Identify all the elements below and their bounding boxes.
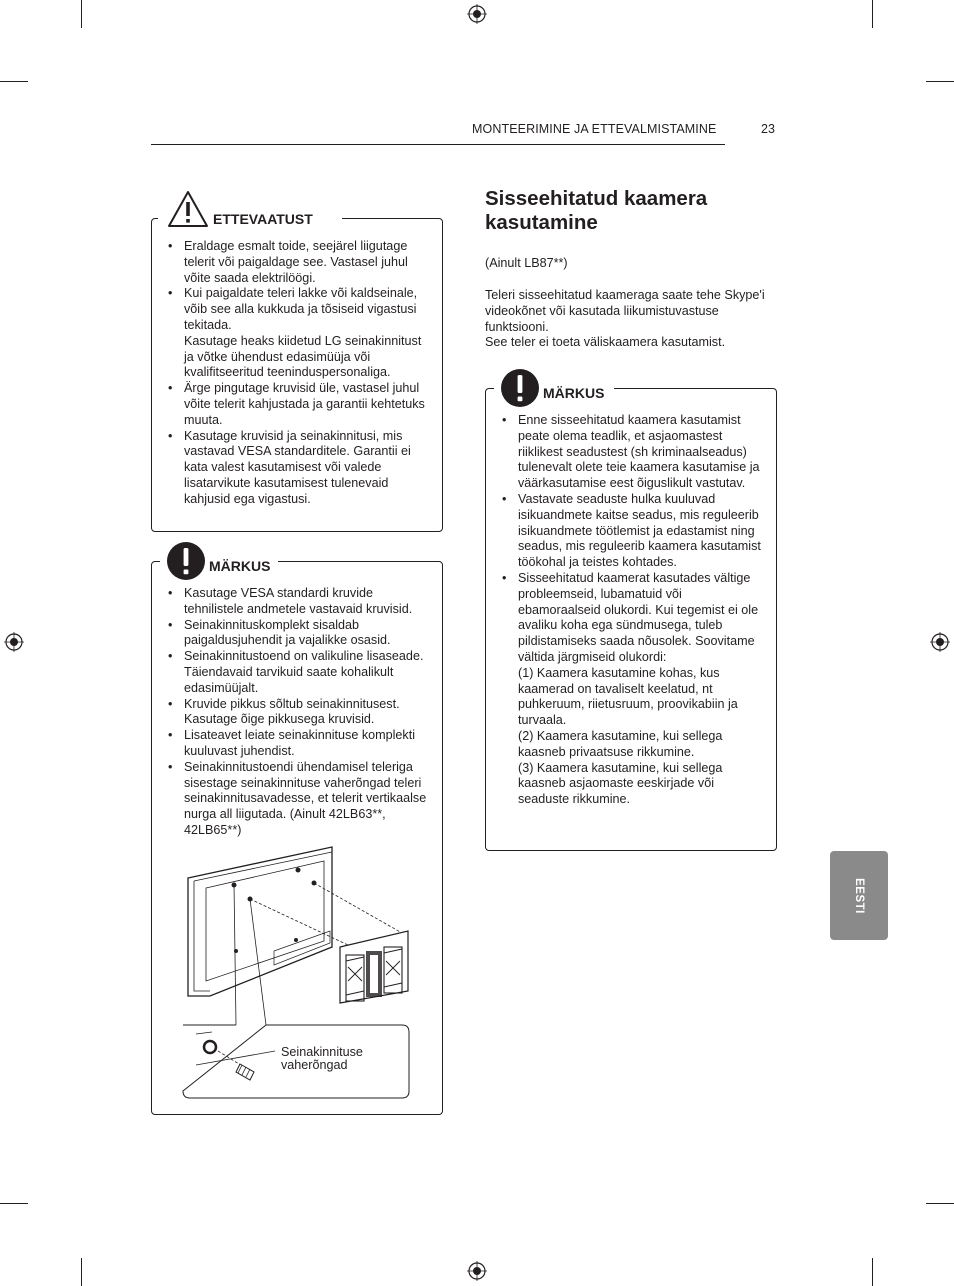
- crop-mark: [872, 1258, 873, 1286]
- registration-mark-icon: [4, 632, 24, 652]
- crop-mark: [81, 0, 82, 28]
- list-item: • Kruvide pikkus sõltub seinakinnitusest. Kasutage õige pikkusega kruvisid.: [166, 697, 432, 729]
- exclamation-circle-icon: [166, 541, 206, 581]
- header-divider: [151, 144, 725, 145]
- page-number: 23: [761, 122, 776, 136]
- list-item: • Sisseehitatud kaamerat kasutades vältige probleemseid, lubamatuid või ebamoraalseid olukordi. Kui tegemist ei ole avaliku koha ega sündmusega, tuleb pildistamiseks saada nõusolek. Soovitame vältida järgmiseid olukordi: (1) Kaamera kasutamine kohas, kus kaamerad on tavaliselt keelatud, nt puhkeruum, riietusruum, proovikabiin ja turvaala. (2) Kaamera kasutamine, kui sellega kaasneb privaatsuse rikkumine. (3) Kaamera kasutamine, kui sellega kaasneb asjaomaste eeskirjade või seaduste rikkumine.: [500, 571, 764, 808]
- exclamation-circle-icon: [500, 368, 540, 408]
- crop-mark: [0, 1203, 28, 1204]
- spacer-ring-label: Seinakinnituse vaherõngad: [281, 1045, 363, 1072]
- list-item: • Kui paigaldate teleri lakke või kaldseinale, võib see alla kukkuda ja tõsiseid vigastusi tekitada. Kasutage heaks kiidetud LG seinakinnitust ja võtke ühendust edasimüüja või kvalifitseeritud teeninduspersonaliga.: [166, 286, 428, 381]
- caution-title: ETTEVAATUST: [213, 211, 313, 227]
- camera-description: Teleri sisseehitatud kaameraga saate tehe Skype'i videokõnet või kasutada liikumistuvastuse funktsiooni. See teler ei toeta väliskaamera kasutamist.: [485, 288, 765, 350]
- list-item: • Enne sisseehitatud kaamera kasutamist peate olema teadlik, et asjaomastest riiklikest seadustest (sh kriminaalseadus) tulenevalt olete teie kaamera kasutamise ja väärkasutamise eest õiguslikult vastutav.: [500, 413, 764, 492]
- crop-mark: [0, 81, 28, 82]
- crop-mark: [926, 81, 954, 82]
- list-item: • Kasutage VESA standardi kruvide tehnilistele andmetele vastavaid kruvisid.: [166, 586, 432, 618]
- list-item: • Lisateavet leiate seinakinnituse komplekti kuuluvast juhendist.: [166, 728, 432, 760]
- camera-section-title: Sisseehitatud kaamera kasutamine: [485, 187, 708, 234]
- registration-mark-icon: [467, 4, 487, 24]
- section-header: MONTEERIMINE JA ETTEVALMISTAMINE: [472, 122, 717, 136]
- list-item: • Seinakinnitustoendi ühendamisel teleriga sisestage seinakinnituse vaherõngad teleri seinakinnitusavadesse, et telerit vertikaalse nurga all liigutada. (Ainult 42LB63**, 42LB65**): [166, 760, 432, 839]
- note-list-right: [500, 413, 764, 808]
- note-title: MÄRKUS: [543, 385, 605, 401]
- crop-mark: [926, 1203, 954, 1204]
- registration-mark-icon: [930, 632, 950, 652]
- list-item: • Eraldage esmalt toide, seejärel liigutage telerit või paigaldage see. Vastasel juhul võite saada elektrilöögi.: [166, 239, 428, 286]
- note-list-left: [166, 586, 432, 839]
- list-item: • Ärge pingutage kruvisid üle, vastasel juhul võite telerit kahjustada ja garantii kehtetuks muuta.: [166, 381, 428, 428]
- list-item: • Vastavate seaduste hulka kuuluvad isikuandmete kaitse seadus, mis reguleerib isikuandmete töötlemist ja edastamist ning seadus, mis reguleerib kaamera kasutamist töökohal ja teistes kohtades.: [500, 492, 764, 571]
- crop-mark: [872, 0, 873, 28]
- model-note: (Ainult LB87**): [485, 256, 568, 270]
- caution-list: [166, 239, 428, 508]
- list-item: • Kasutage kruvisid ja seinakinnitusi, mis vastavad VESA standarditele. Garantii ei kata valest kasutamisest või valede lisatarvikute kasutamisest tulenevaid kahjusid ega vigastusi.: [166, 429, 428, 508]
- list-item: • Seinakinnitustoend on valikuline lisaseade. Täiendavaid tarvikuid saate kohalikult edasimüüjalt.: [166, 649, 432, 696]
- crop-mark: [81, 1258, 82, 1286]
- note-title: MÄRKUS: [209, 558, 271, 574]
- list-item: • Seinakinnituskomplekt sisaldab paigaldusjuhendit ja vajalikke osasid.: [166, 618, 432, 650]
- warning-triangle-icon: [166, 189, 210, 229]
- language-tab: [830, 851, 888, 940]
- registration-mark-icon: [467, 1261, 487, 1281]
- language-tab-label: EESTI: [853, 877, 865, 914]
